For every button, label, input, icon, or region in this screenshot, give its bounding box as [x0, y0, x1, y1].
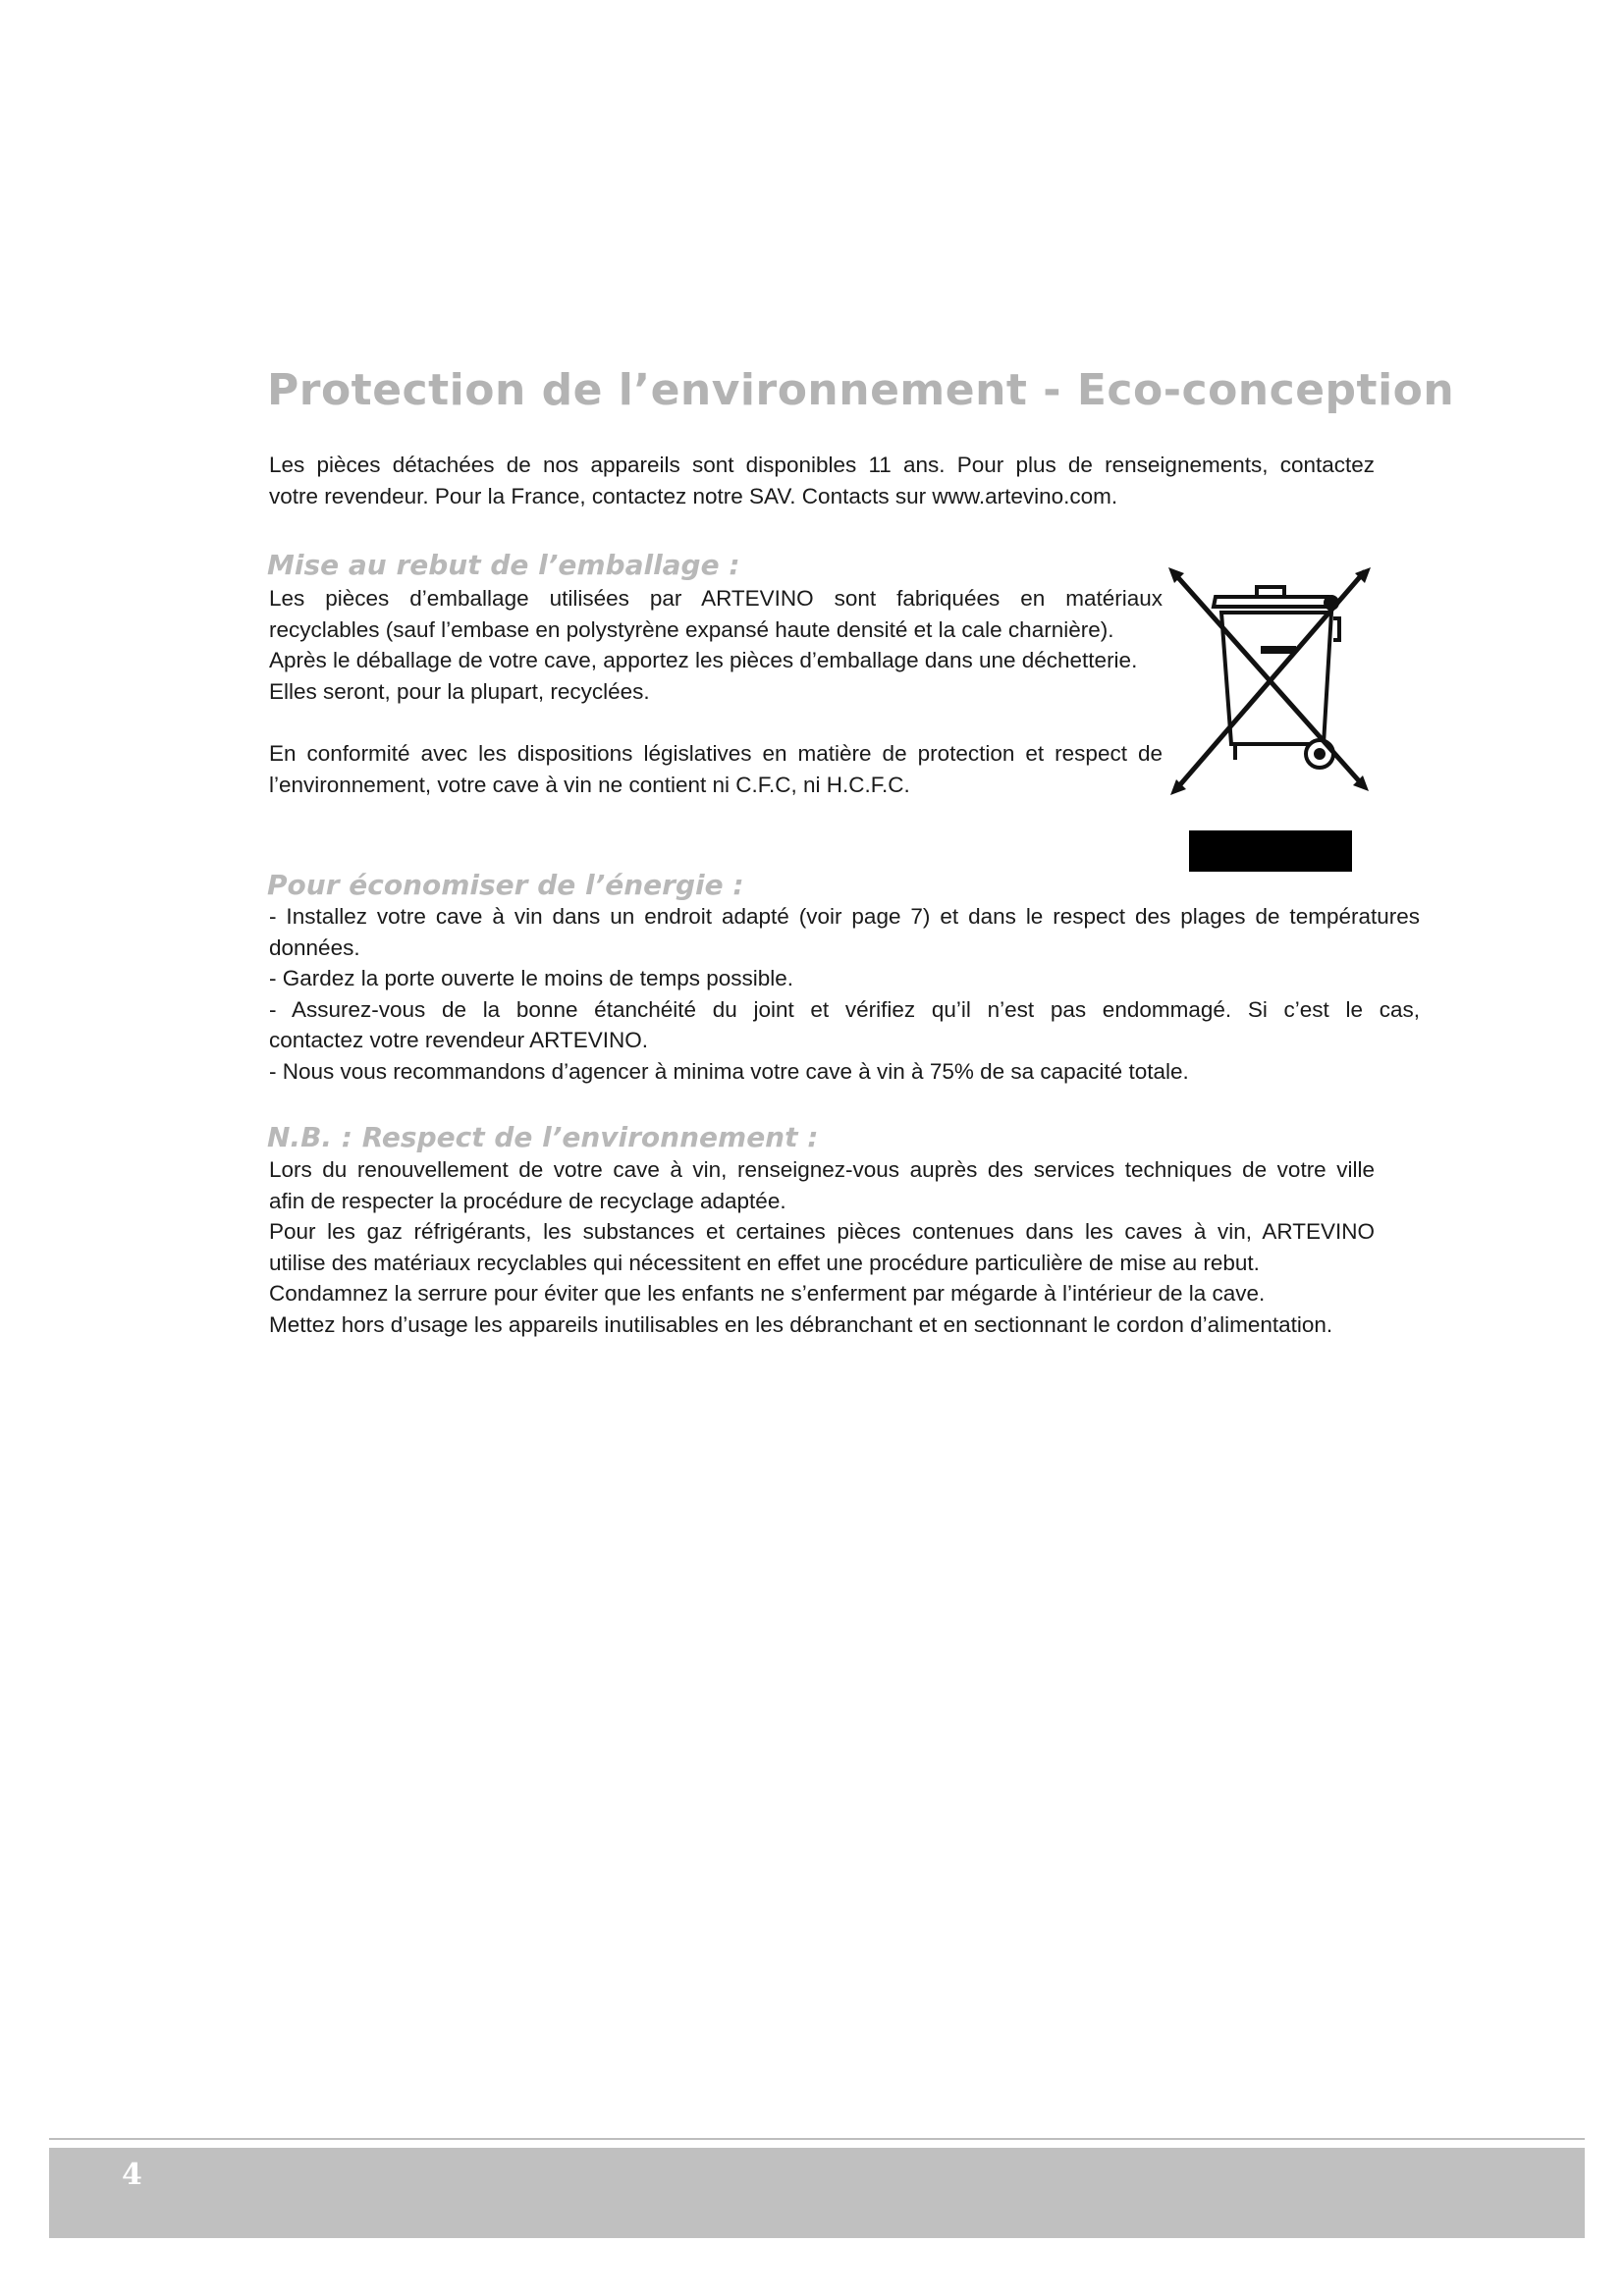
energie-line: - Gardez la porte ouverte le moins de temps possible.	[269, 966, 794, 990]
intro-paragraph	[269, 450, 1375, 511]
intro-line: votre revendeur. Pour la France, contactez notre SAV. Contacts sur www.artevino.com.	[269, 483, 1118, 508]
emballage-paragraph-2	[269, 738, 1163, 800]
crossed-out-wheelie-bin-icon	[1166, 567, 1373, 795]
nb-line: Lors du renouvellement de votre cave à vin, renseignez-vous auprès des services techniques de votre ville	[269, 1157, 1375, 1182]
emballage-line: Elles seront, pour la plupart, recyclées.	[269, 678, 650, 704]
intro-line: Les pièces détachées de nos appareils sont disponibles 11 ans. Pour plus de renseignements, contactez	[269, 453, 1375, 477]
emballage-heading: Mise au rebut de l’emballage :	[267, 549, 740, 581]
energie-line: - Nous vous recommandons d’agencer à minima votre cave à vin à 75% de sa capacité totale.	[269, 1058, 1189, 1084]
nb-line: Condamnez la serrure pour éviter que les enfants ne s’enferment par mégarde à l’intérieur de la cave.	[269, 1281, 1266, 1306]
nb-line: Mettez hors d’usage les appareils inutilisables en les débranchant et en sectionnant le cordon d’alimentation.	[269, 1311, 1333, 1337]
energie-line: données.	[269, 934, 360, 960]
nb-line: afin de respecter la procédure de recyclage adaptée.	[269, 1188, 786, 1213]
nb-line: Pour les gaz réfrigérants, les substances et certaines pièces contenues dans les caves à vin, ARTEVINO	[269, 1219, 1375, 1244]
emballage-line: Après le déballage de votre cave, apportez les pièces d’emballage dans une déchetterie.	[269, 648, 1138, 672]
emballage-line: Les pièces d’emballage utilisées par ARTEVINO sont fabriquées en matériaux	[269, 586, 1163, 611]
emballage-paragraph-1	[269, 583, 1163, 707]
black-bar	[1189, 830, 1352, 872]
energie-line: - Assurez-vous de la bonne étanchéité du joint et vérifiez qu’il n’est pas endommagé. Si c’est le cas,	[269, 996, 1420, 1022]
energie-line: - Installez votre cave à vin dans un endroit adapté (voir page 7) et dans le respect des plages de températures	[269, 904, 1420, 929]
footer-band	[49, 2148, 1585, 2238]
emballage-line: En conformité avec les dispositions législatives en matière de protection et respect de	[269, 741, 1163, 766]
energie-list	[269, 901, 1420, 1087]
nb-heading: N.B. : Respect de l’environnement :	[267, 1121, 819, 1153]
emballage-line: l’environnement, votre cave à vin ne contient ni C.F.C, ni H.C.F.C.	[269, 772, 910, 797]
emballage-line: recyclables (sauf l’embase en polystyrène expansé haute densité et la cale charnière).	[269, 616, 1114, 642]
nb-paragraph	[269, 1154, 1375, 1340]
energie-line: contactez votre revendeur ARTEVINO.	[269, 1028, 649, 1052]
page-number: 4	[122, 2158, 142, 2192]
page-title: Protection de l’environnement - Eco-conception	[267, 365, 1455, 415]
nb-line: utilise des matériaux recyclables qui nécessitent en effet une procédure particulière de mise au rebut.	[269, 1250, 1260, 1275]
footer-divider	[49, 2138, 1585, 2140]
energie-heading: Pour économiser de l’énergie :	[267, 869, 744, 901]
